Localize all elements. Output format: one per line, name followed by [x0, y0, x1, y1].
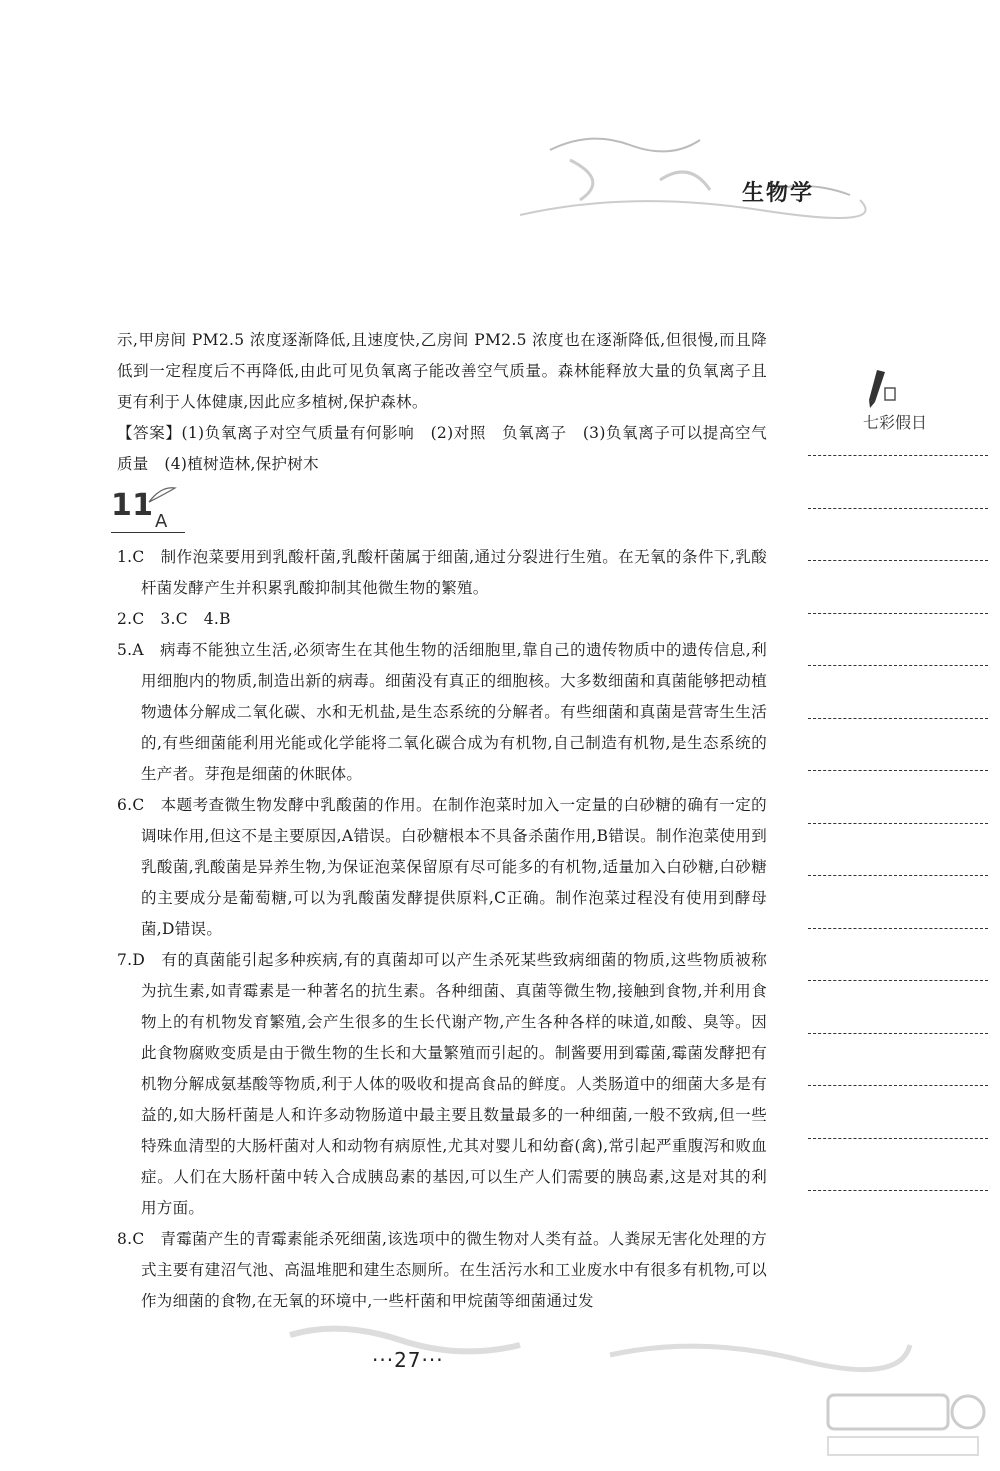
note-line	[808, 455, 988, 456]
intro-paragraph: 示,甲房间 PM2.5 浓度逐渐降低,且速度快,乙房间 PM2.5 浓度也在逐渐降低,但很慢,而且降低到一定程度后不再降低,由此可见负氧离子能改善空气质量。森林能释放大量的负氧离子且更有利于人体健康,因此应多植树,保护森林。	[117, 331, 767, 411]
note-line	[808, 1085, 988, 1086]
question-item: 5.A 病毒不能独立生活,必须寄生在其他生物的活细胞里,靠自己的遗传物质中的遗传信息,利用细胞内的物质,制造出新的病毒。细菌没有真正的细胞核。大多数细菌和真菌能够把动植物遗体分解成二氧化碳、水和无机盐,是生态系统的分解者。有些细菌和真菌是营寄生生活的,有些细菌能利用光能或化学能将二氧化碳合成为有机物,自己制造有机物,是生态系统的生产者。芽孢是细菌的休眠体。	[117, 641, 767, 783]
note-line	[808, 718, 988, 719]
note-line	[808, 560, 988, 561]
page-number: ···27···	[372, 1348, 444, 1372]
sidebar-brand-label: 七彩假日	[862, 413, 927, 432]
note-line	[808, 875, 988, 876]
question-item: 6.C 本题考查微生物发酵中乳酸菌的作用。在制作泡菜时加入一定量的白砂糖的确有一定的调味作用,但这不是主要原因,A错误。白砂糖根本不具备杀菌作用,B错误。制作泡菜使用到乳酸菌,乳酸菌是异养生物,为保证泡菜保留原有尽可能多的有机物,适量加入白砂糖,白砂糖的主要成分是葡萄糖,可以为乳酸菌发酵提供原料,C正确。制作泡菜过程没有使用到酵母菌,D错误。	[117, 796, 767, 938]
header-decoration	[510, 120, 870, 230]
watermark-logo	[820, 1385, 990, 1465]
note-line	[808, 770, 988, 771]
subject-title: 生物学	[742, 180, 815, 206]
note-line	[808, 508, 988, 509]
lesson-number: 11	[111, 488, 154, 523]
answer-paragraph: 【答案】(1)负氧离子对空气质量有何影响 (2)对照 负氧离子 (3)负氧离子可以提高空气质量 (4)植树造林,保护树木	[117, 424, 767, 473]
lesson-section: A	[155, 511, 168, 532]
note-line	[808, 823, 988, 824]
note-line	[808, 1190, 988, 1191]
note-line	[808, 1033, 988, 1034]
question-item: 8.C 青霉菌产生的青霉素能杀死细菌,该选项中的微生物对人类有益。人粪尿无害化处理的方式主要有建沼气池、高温堆肥和建生态厕所。在生活污水和工业废水中有很多有机物,可以作为细菌的食物,在无氧的环境中,一些杆菌和甲烷菌等细菌通过发	[117, 1230, 767, 1310]
pen-icon	[855, 368, 935, 412]
note-line	[808, 665, 988, 666]
note-line	[808, 1138, 988, 1139]
question-item: 2.C 3.C 4.B	[117, 610, 231, 628]
note-line	[808, 613, 988, 614]
note-line	[808, 980, 988, 981]
main-content	[111, 325, 767, 1317]
question-item: 1.C 制作泡菜要用到乳酸杆菌,乳酸杆菌属于细菌,通过分裂进行生殖。在无氧的条件下,乳酸杆菌发酵产生并积累乳酸抑制其他微生物的繁殖。	[117, 548, 767, 597]
note-line	[808, 928, 988, 929]
lesson-heading	[111, 484, 767, 542]
question-item: 7.D 有的真菌能引起多种疾病,有的真菌却可以产生杀死某些致病细菌的物质,这些物质被称为抗生素,如青霉素是一种著名的抗生素。各种细菌、真菌等微生物,接触到食物,并利用食物上的有机物发育繁殖,会产生很多的生长代谢产物,产生各种各样的味道,如酸、臭等。因此食物腐败变质是由于微生物的生长和大量繁殖而引起的。制酱要用到霉菌,霉菌发酵把有机物分解成氨基酸等物质,利于人体的吸收和提高食品的鲜度。人类肠道中的细菌大多是有益的,如大肠杆菌是人和许多动物肠道中最主要且数量最多的一种细菌,一般不致病,但一些特殊血清型的大肠杆菌对人和动物有病原性,尤其对婴儿和幼畜(禽),常引起严重腹泻和败血症。人们在大肠杆菌中转入合成胰岛素的基因,可以生产人们需要的胰岛素,这是对其的利用方面。	[117, 951, 767, 1217]
lesson-underline	[111, 532, 185, 533]
